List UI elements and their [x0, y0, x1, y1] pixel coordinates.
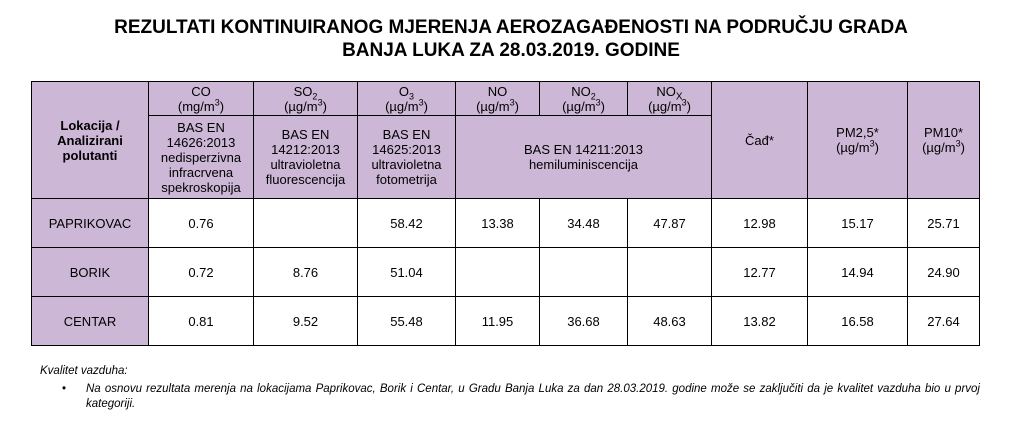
so2-value: 9.52 [254, 297, 358, 346]
bullet-icon: • [62, 383, 67, 395]
no-value: 13.38 [456, 199, 540, 248]
title-line-1: REZULTATI KONTINUIRANOG MJERENJA AEROZAGAĐENOSTI NA PODRUČJU GRADA [114, 17, 908, 38]
so2-header: $SO_2$ $(\mu g/m^3)$ [254, 82, 358, 116]
so2-method: BAS EN 14212:2013 ultravioletna fluorescencija [254, 116, 358, 199]
results-table [31, 81, 980, 346]
location-cell: PAPRIKOVAC [32, 199, 149, 248]
o3-method: BAS EN 14625:2013 ultravioletna fotometrija [358, 116, 456, 199]
location-header: Lokacija / Analizirani polutanti [32, 82, 149, 199]
o3-value: 55.48 [358, 297, 456, 346]
no-header: NO $(\mu g/m^3)$ [456, 82, 540, 116]
pm25-value: 14.94 [808, 248, 908, 297]
nox-value: 48.63 [628, 297, 712, 346]
so2-value [254, 199, 358, 248]
cad-value: 12.98 [712, 199, 808, 248]
cad-value: 13.82 [712, 297, 808, 346]
no2-value [540, 248, 628, 297]
no2-value: 34.48 [540, 199, 628, 248]
no2-value: 36.68 [540, 297, 628, 346]
location-cell: BORIK [32, 248, 149, 297]
note-text: Na osnovu rezultata merenja na lokacijama Paprikovac, Borik i Centar, u Gradu Banja Luka za dan 28.03.2019. godine može se zaključiti da je kvalitet vazduha bio u prvoj kategoriji. [86, 383, 980, 410]
page-title [0, 16, 1022, 62]
co-value: 0.72 [149, 248, 254, 297]
cad-header: Čađ* [712, 82, 808, 199]
pm10-value: 24.90 [908, 248, 980, 297]
pm25-value: 15.17 [808, 199, 908, 248]
nox-value [628, 248, 712, 297]
co-header: CO $(mg/m^3)$ [149, 82, 254, 116]
pm10-value: 27.64 [908, 297, 980, 346]
no-value [456, 248, 540, 297]
nox-method: BAS EN 14211:2013 hemiluminiscencija [456, 116, 712, 199]
cad-value: 12.77 [712, 248, 808, 297]
pm10-header: PM10* $(\mu g/m^3)$ [908, 82, 980, 199]
o3-value: 58.42 [358, 199, 456, 248]
location-cell: CENTAR [32, 297, 149, 346]
co-value: 0.76 [149, 199, 254, 248]
so2-value: 8.76 [254, 248, 358, 297]
list-item [62, 382, 980, 412]
o3-value: 51.04 [358, 248, 456, 297]
table-row [32, 248, 980, 297]
nox-value: 47.87 [628, 199, 712, 248]
pm10-value: 25.71 [908, 199, 980, 248]
note-list [40, 382, 980, 412]
note-heading: Kvalitet vazduha: [40, 365, 128, 377]
nox-header: $NO_X$ $(\mu g/m^3)$ [628, 82, 712, 116]
pm25-value: 16.58 [808, 297, 908, 346]
air-quality-note [40, 364, 980, 412]
o3-header: $O_3$ $(\mu g/m^3)$ [358, 82, 456, 116]
no-value: 11.95 [456, 297, 540, 346]
co-value: 0.81 [149, 297, 254, 346]
table-row [32, 199, 980, 248]
title-line-2: BANJA LUKA ZA 28.03.2019. GODINE [342, 40, 680, 61]
no2-header: $NO_2$ $(\mu g/m^3)$ [540, 82, 628, 116]
pm25-header: PM2,5* $(\mu g/m^3)$ [808, 82, 908, 199]
co-method: BAS EN 14626:2013 nedisperzivna infracrvena spekroskopija [149, 116, 254, 199]
table-row [32, 297, 980, 346]
